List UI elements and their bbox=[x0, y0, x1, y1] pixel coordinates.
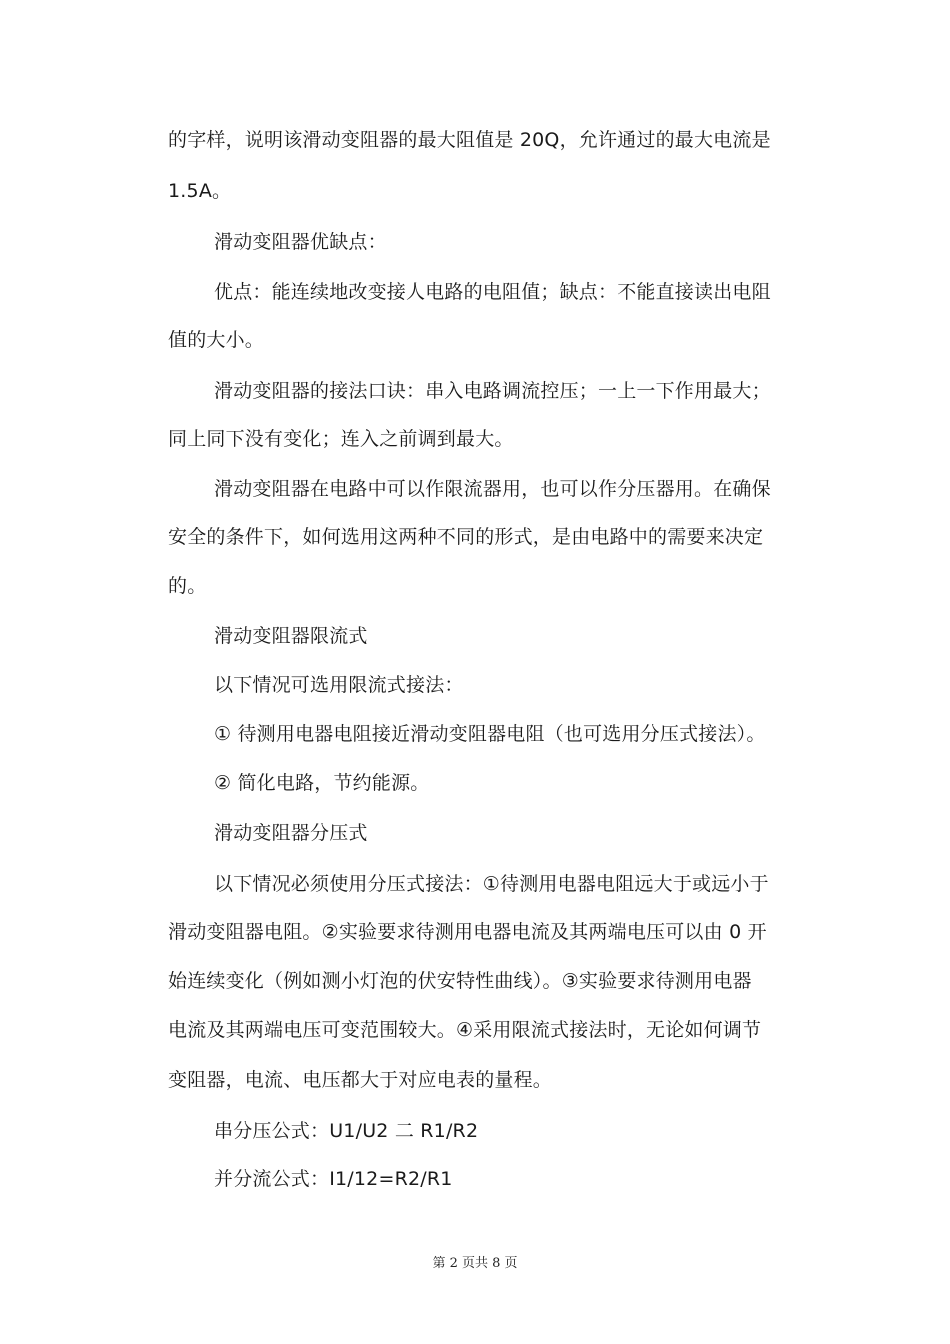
paragraph-line: 安全的条件下，如何选用这两种不同的形式，是由电路中的需要来决定 bbox=[168, 526, 764, 548]
paragraph-line: 值的大小。 bbox=[168, 329, 265, 351]
section-heading: 滑动变阻器限流式 bbox=[214, 625, 368, 647]
paragraph-line: 以下情况必须使用分压式接法：①待测用电器电阻远大于或远小于 bbox=[214, 873, 769, 895]
paragraph-line: 滑动变阻器电阻。②实验要求待测用电器电流及其两端电压可以由 0 开 bbox=[168, 921, 767, 943]
page-footer: 第 2 页共 8 页 bbox=[432, 1256, 518, 1271]
paragraph-line: 同上同下没有变化；连入之前调到最大。 bbox=[168, 428, 514, 450]
list-item: ① 待测用电器电阻接近滑动变阻器电阻（也可选用分压式接法）。 bbox=[214, 723, 766, 745]
paragraph-line: 始连续变化（例如测小灯泡的伏安特性曲线）。③实验要求待测用电器 bbox=[168, 970, 752, 992]
formula-line: 并分流公式：I1/12=R2/R1 bbox=[214, 1168, 453, 1190]
list-item: ② 简化电路，节约能源。 bbox=[214, 772, 430, 794]
paragraph-line: 的。 bbox=[168, 575, 207, 597]
formula-line: 串分压公式：U1/U2 二 R1/R2 bbox=[214, 1120, 479, 1142]
paragraph-line: 滑动变阻器在电路中可以作限流器用，也可以作分压器用。在确保 bbox=[214, 478, 771, 500]
paragraph-line: 滑动变阻器的接法口诀：串入电路调流控压；一上一下作用最大； bbox=[214, 380, 771, 402]
paragraph-line: 优点：能连续地改变接人电路的电阻值；缺点：不能直接读出电阻 bbox=[214, 281, 771, 303]
section-heading: 滑动变阻器优缺点： bbox=[214, 231, 387, 253]
paragraph-line: 的字样，说明该滑动变阻器的最大阻值是 20Q，允许通过的最大电流是 bbox=[168, 129, 771, 151]
section-heading: 滑动变阻器分压式 bbox=[214, 822, 368, 844]
paragraph-line: 电流及其两端电压可变范围较大。④采用限流式接法时，无论如何调节 bbox=[168, 1019, 762, 1041]
paragraph-line: 1.5A。 bbox=[168, 180, 232, 202]
paragraph-line: 变阻器，电流、电压都大于对应电表的量程。 bbox=[168, 1069, 553, 1091]
paragraph-line: 以下情况可选用限流式接法： bbox=[214, 674, 464, 696]
